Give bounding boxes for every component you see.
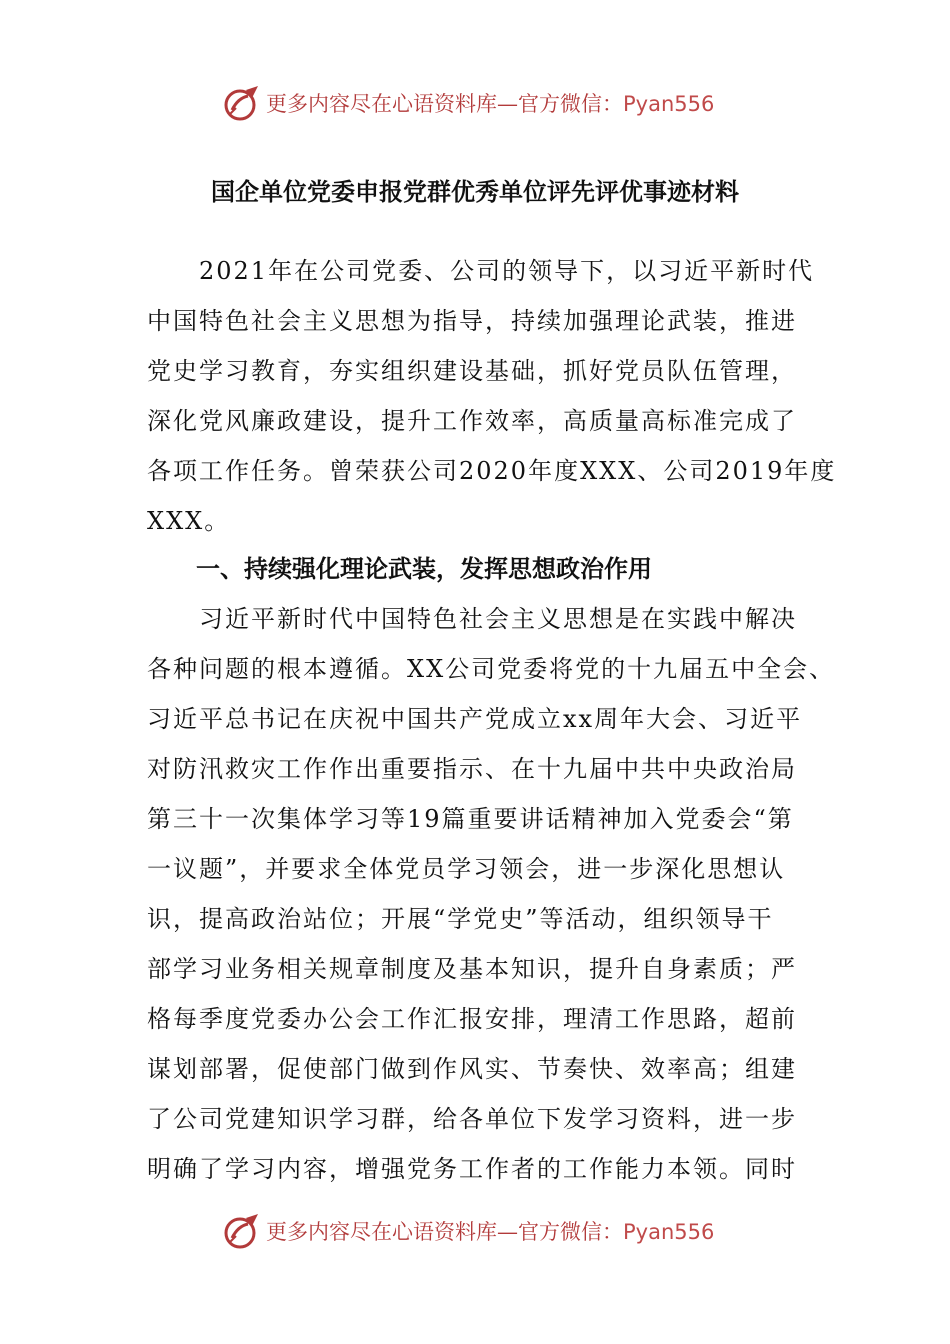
text-line: 一议题”，并要求全体党员学习领会，进一步深化思想认: [147, 855, 786, 883]
text-line: 2021年在公司党委、公司的领导下，以习近平新时代: [147, 257, 815, 285]
pen-logo-icon: [222, 1212, 262, 1252]
text-line: 识，提高政治站位；开展“学党史”等活动，组织领导干: [147, 905, 774, 933]
pen-logo-icon: [222, 84, 262, 124]
text-line: 第三十一次集体学习等19篇重要讲话精神加入党委会“第: [147, 805, 794, 833]
text-line: 对防汛救灾工作作出重要指示、在十九届中共中央政治局: [147, 755, 797, 783]
text-line: 党史学习教育，夯实组织建设基础，抓好党员队伍管理，: [147, 357, 797, 385]
watermark-text: 更多内容尽在心语资料库—官方微信：Pyan556: [266, 1220, 715, 1244]
text-line: 谋划部署，促使部门做到作风实、节奏快、效率高；组建: [147, 1055, 797, 1083]
text-line: 中国特色社会主义思想为指导，持续加强理论武装，推进: [147, 307, 797, 335]
section-heading: 一、持续强化理论武装，发挥思想政治作用: [196, 555, 652, 583]
wechat-id: Pyan556: [623, 1220, 715, 1244]
text-line: 习近平新时代中国特色社会主义思想是在实践中解决: [147, 605, 797, 633]
intro-paragraph: [147, 246, 837, 546]
text-line: 了公司党建知识学习群，给各单位下发学习资料，进一步: [147, 1105, 797, 1133]
text-line: 深化党风廉政建设，提升工作效率，高质量高标准完成了: [147, 407, 797, 435]
watermark-banner-top: [0, 80, 950, 128]
text-line: 格每季度党委办公会工作汇报安排，理清工作思路，超前: [147, 1005, 797, 1033]
text-line: 各种问题的根本遵循。XX公司党委将党的十九届五中全会、: [147, 655, 836, 683]
text-line: 习近平总书记在庆祝中国共产党成立xx周年大会、习近平: [147, 705, 803, 733]
text-line: XXX。: [147, 507, 231, 535]
text-line: 部学习业务相关规章制度及基本知识，提升自身素质；严: [147, 955, 797, 983]
document-title: 国企单位党委申报党群优秀单位评先评优事迹材料: [211, 178, 739, 206]
wechat-id: Pyan556: [623, 92, 715, 116]
watermark-text: 更多内容尽在心语资料库—官方微信：Pyan556: [266, 92, 715, 116]
section-paragraph: [147, 594, 836, 1194]
text-line: 各项工作任务。曾荣获公司2020年度XXX、公司2019年度: [147, 457, 837, 485]
text-line: 明确了学习内容，增强党务工作者的工作能力本领。同时: [147, 1155, 797, 1183]
watermark-banner-bottom: [0, 1208, 950, 1256]
